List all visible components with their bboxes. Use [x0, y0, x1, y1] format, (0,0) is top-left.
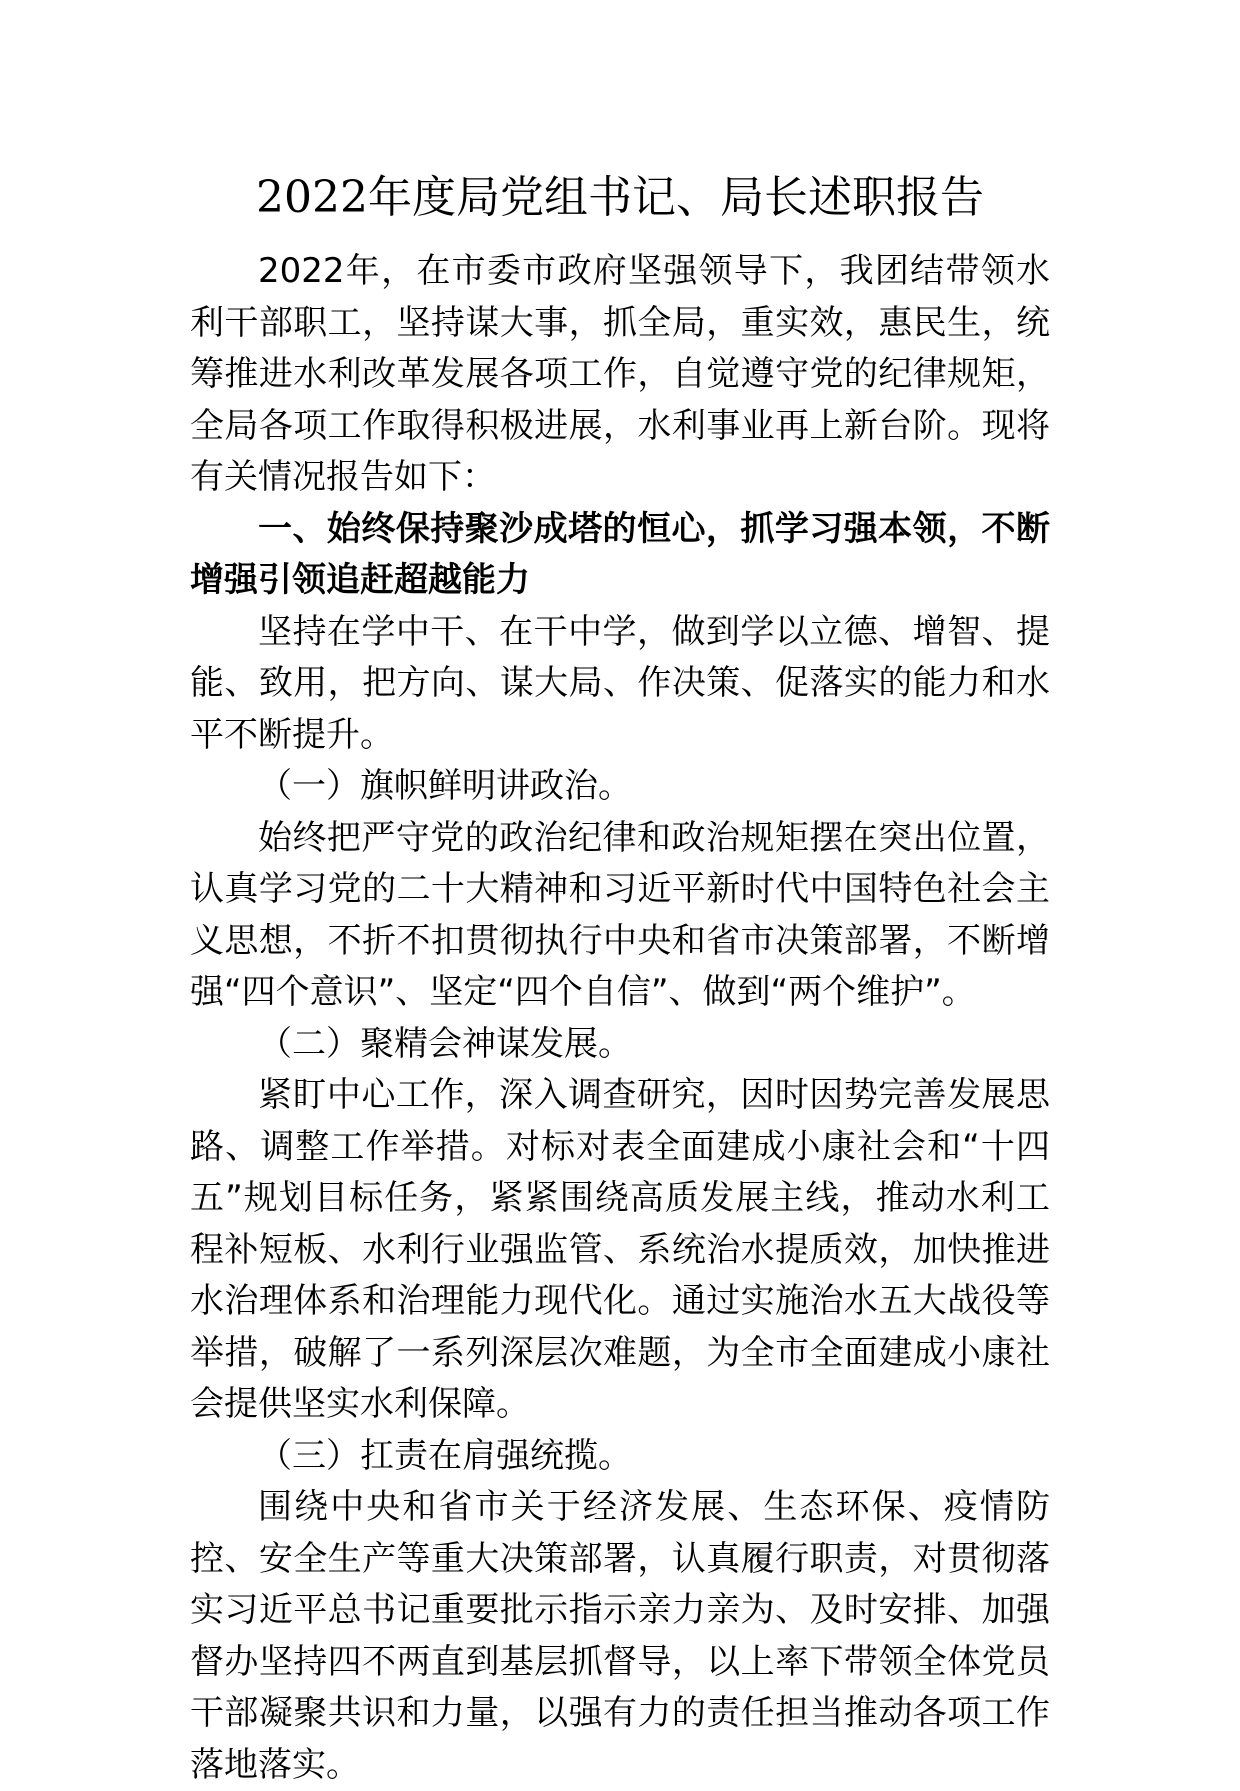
document-title: 2022年度局党组书记、局长述职报告	[256, 172, 984, 223]
subsection-1-paragraph: 始终把严守党的政治纪律和政治规矩摆在突出位置，认真学习党的二十大精神和习近平新时代中国特色社会主义思想，不折不扣贯彻执行中央和省市决策部署，不断增强“四个意识”、坚定“四个自信”、做到“两个维护”。	[190, 817, 1050, 1012]
subsection-3-paragraph: 围绕中央和省市关于经济发展、生态环保、疫情防控、安全生产等重大决策部署，认真履行职责，对贯彻落实习近平总书记重要批示指示亲力亲为、及时安排、加强督办坚持四不两直到基层抓督导，以上率下带领全体党员干部凝聚共识和力量，以强有力的责任担当推动各项工作落地落实。	[190, 1487, 1050, 1785]
subsection-heading-3: （三）扛责在肩强统揽。	[258, 1435, 632, 1476]
subsection-heading-2: （二）聚精会神谋发展。	[258, 1023, 632, 1064]
section-heading-1: 一、始终保持聚沙成塔的恒心，抓学习强本领，不断增强引领追赶超越能力	[190, 508, 1050, 600]
subsection-2-paragraph: 紧盯中心工作，深入调查研究，因时因势完善发展思路、调整工作举措。对标对表全面建成小康社会和“十四五”规划目标任务，紧紧围绕高质发展主线，推动水利工程补短板、水利行业强监管、系统治水提质效，加快推进水治理体系和治理能力现代化。通过实施治水五大战役等举措，破解了一系列深层次难题，为全市全面建成小康社会提供坚实水利保障。	[190, 1075, 1050, 1424]
section-1-paragraph: 坚持在学中干、在干中学，做到学以立德、增智、提能、致用，把方向、谋大局、作决策、促落实的能力和水平不断提升。	[190, 611, 1050, 755]
intro-paragraph: 2022年，在市委市政府坚强领导下，我团结带领水利干部职工，坚持谋大事，抓全局，重实效，惠民生，统筹推进水利改革发展各项工作，自觉遵守党的纪律规矩，全局各项工作取得积极进展，水利事业再上新台阶。现将有关情况报告如下：	[190, 251, 1050, 497]
document-body	[190, 246, 1050, 1791]
subsection-heading-1: （一）旗帜鲜明讲政治。	[258, 766, 632, 806]
